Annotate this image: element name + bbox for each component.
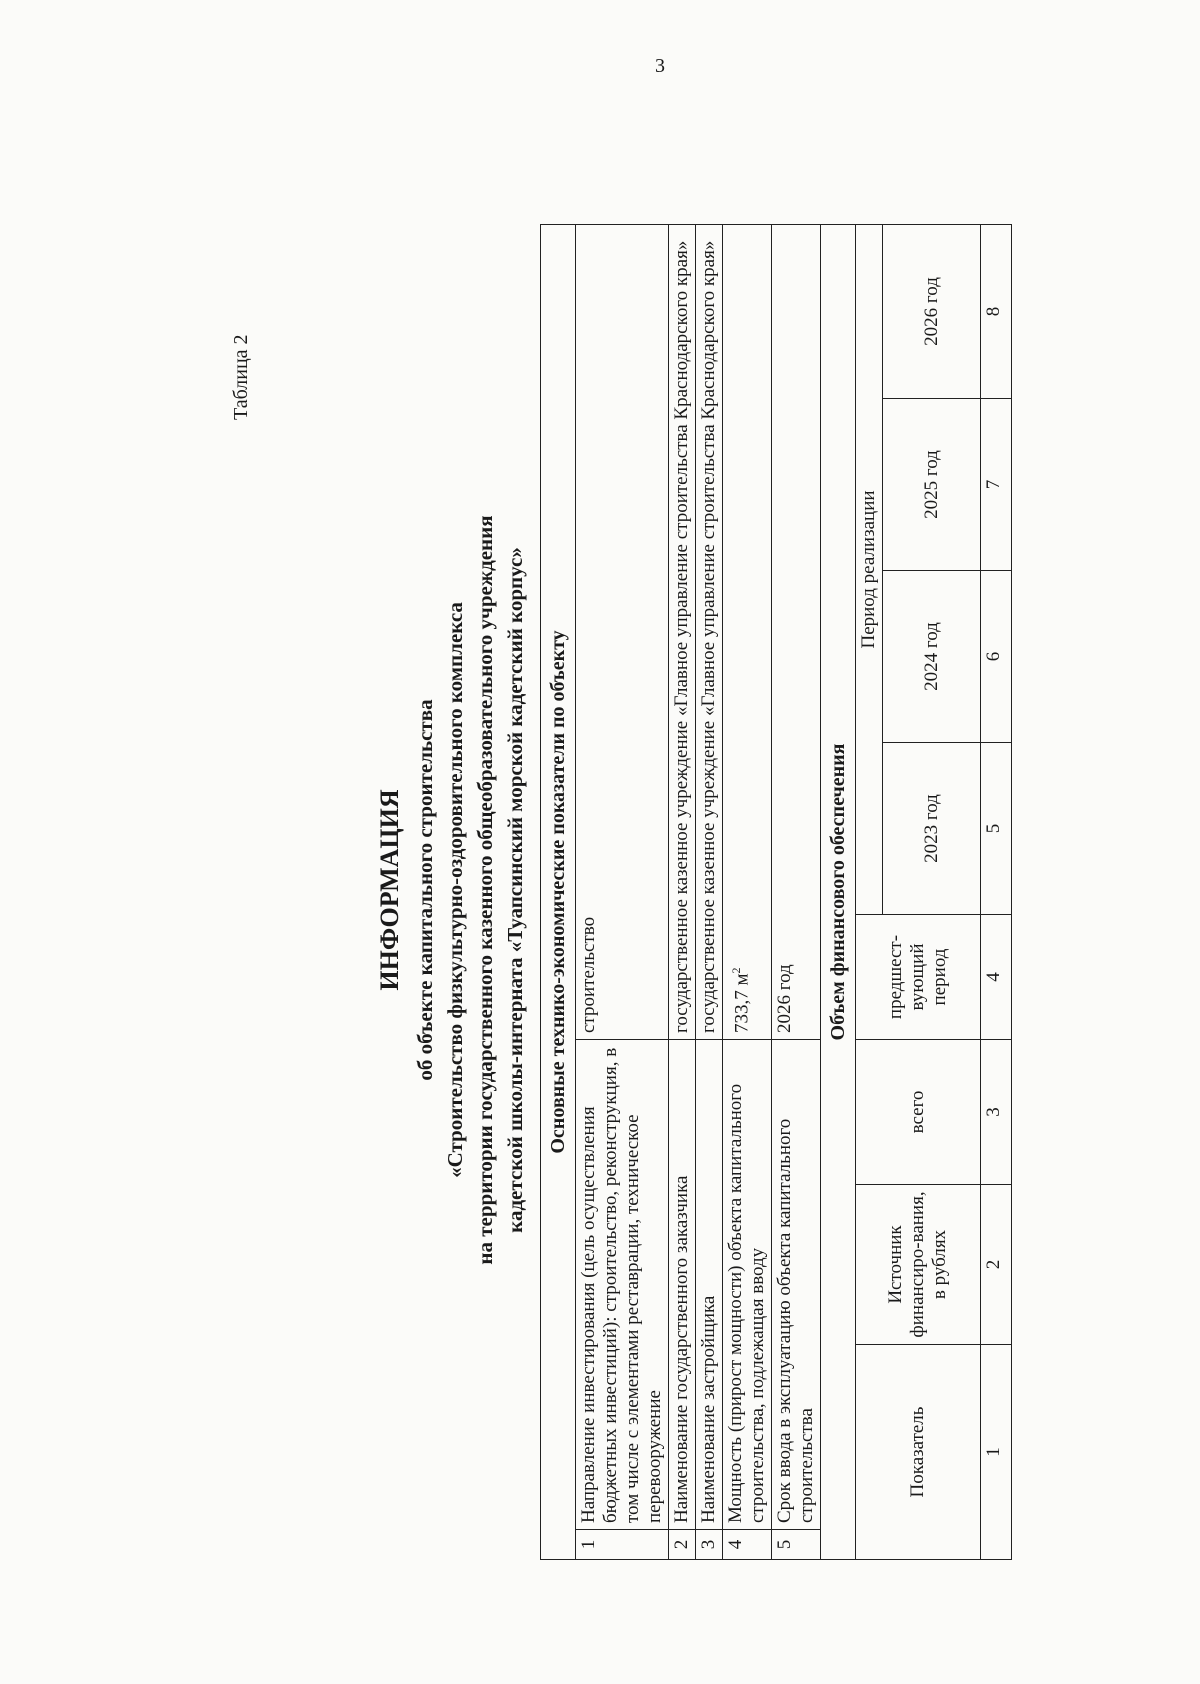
row-value: 2026 год bbox=[772, 224, 821, 1039]
column-number: 6 bbox=[981, 571, 1012, 743]
table-caption: Таблица 2 bbox=[230, 334, 252, 420]
heading-line-3: на территории государственного казенного общеобразовательного учреждения bbox=[473, 515, 497, 1265]
header-2026: 2026 год bbox=[883, 224, 981, 398]
column-numbers-row bbox=[981, 224, 1012, 1559]
column-number: 7 bbox=[981, 399, 1012, 571]
row-number: 4 bbox=[723, 1530, 772, 1560]
column-number: 5 bbox=[981, 743, 1012, 915]
column-number: 2 bbox=[981, 1185, 1012, 1345]
header-2023: 2023 год bbox=[883, 743, 981, 915]
heading-line-4: кадетской школы-интерната «Туапсинский морской кадетский корпус» bbox=[503, 547, 527, 1233]
header-2024: 2024 год bbox=[883, 571, 981, 743]
row-label: Срок ввода в эксплуатацию объекта капитального строительства bbox=[772, 1040, 821, 1530]
header-source: Источник финансиро-вания, в рублях bbox=[856, 1185, 981, 1345]
column-number: 1 bbox=[981, 1345, 1012, 1560]
row-label: Наименование государственного заказчика bbox=[669, 1040, 696, 1530]
superscript: 2 bbox=[729, 967, 743, 974]
header-total: всего bbox=[856, 1040, 981, 1185]
table-row bbox=[669, 224, 696, 1559]
row-label: Мощность (прирост мощности) объекта капитального строительства, подлежащая вводу bbox=[723, 1040, 772, 1530]
row-value: государственное казенное учреждение «Главное управление строительства Краснодарского края» bbox=[696, 224, 723, 1039]
header-indicator: Показатель bbox=[856, 1345, 981, 1560]
row-value-text: 733,7 м bbox=[731, 973, 753, 1033]
heading-line-2: «Строительство физкультурно-оздоровительного комплекса bbox=[443, 602, 467, 1178]
document-title: ИНФОРМАЦИЯ bbox=[375, 789, 404, 991]
table-row bbox=[772, 224, 821, 1559]
finance-header-row-1 bbox=[856, 224, 883, 1559]
section1-title: Основные технико-экономические показатели по объекту bbox=[541, 224, 576, 1559]
table-row bbox=[696, 224, 723, 1559]
row-value bbox=[723, 224, 772, 1039]
row-value: государственное казенное учреждение «Главное управление строительства Краснодарского края» bbox=[669, 224, 696, 1039]
header-period: Период реализации bbox=[856, 224, 883, 914]
row-label: Направление инвестирования (цель осуществления бюджетных инвестиций): строительство, реконструкция, в том числе с элементами реставрации, техническое перевооружение bbox=[576, 1040, 669, 1530]
table-row bbox=[723, 224, 772, 1559]
table-row bbox=[576, 224, 669, 1559]
column-number: 8 bbox=[981, 224, 1012, 398]
column-number: 4 bbox=[981, 915, 1012, 1040]
header-2025: 2025 год bbox=[883, 399, 981, 571]
section1-header-row bbox=[541, 224, 576, 1559]
row-number: 5 bbox=[772, 1530, 821, 1560]
page-number: 3 bbox=[655, 55, 665, 77]
column-number: 3 bbox=[981, 1040, 1012, 1185]
row-number: 3 bbox=[696, 1530, 723, 1560]
row-number: 2 bbox=[669, 1530, 696, 1560]
row-label: Наименование застройщика bbox=[696, 1040, 723, 1530]
header-previous-period: предшест-вующий период bbox=[856, 915, 981, 1040]
row-number: 1 bbox=[576, 1530, 669, 1560]
info-table bbox=[540, 224, 1012, 1560]
landscape-content bbox=[120, 140, 1130, 1640]
section2-title: Объем финансового обеспечения bbox=[821, 224, 856, 1559]
heading-line-1: об объекте капитального строительства bbox=[413, 699, 437, 1081]
row-value: строительство bbox=[576, 224, 669, 1039]
section2-header-row bbox=[821, 224, 856, 1559]
